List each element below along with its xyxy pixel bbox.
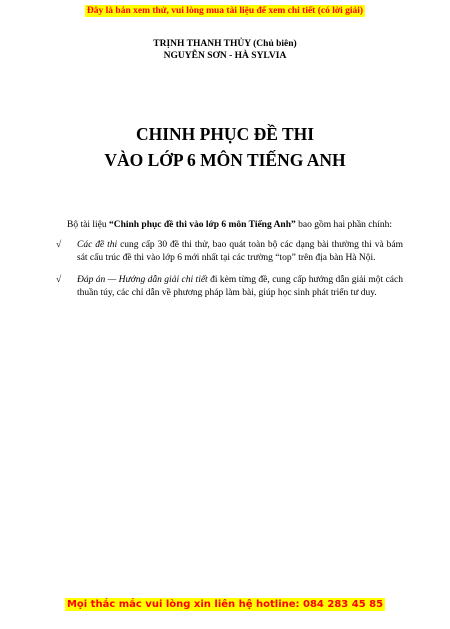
hotline-banner: Mọi thắc mắc vui lòng xin liên hệ hotline: 084 283 45 85: [66, 599, 384, 610]
author-line-editor: TRỊNH THANH THỦY (Chủ biên): [153, 39, 297, 49]
intro-paragraph: [53, 219, 403, 232]
book-title: [0, 121, 450, 173]
preview-notice-banner: Đây là bản xem thử, vui lòng mua tài liệu để xem chi tiết (có lời giải): [86, 6, 364, 16]
contents-list: [53, 239, 403, 300]
intro-book-name: “Chinh phục đề thi vào lớp 6 môn Tiếng Anh”: [108, 220, 296, 230]
check-mark-icon: √: [56, 275, 62, 285]
list-item: [53, 274, 403, 300]
author-line-coauthors: NGUYỄN SƠN - HÀ SYLVIA: [163, 51, 287, 61]
check-mark-icon: √: [56, 240, 62, 250]
bullet-label: Đáp án — Hướng dẫn giải chi tiết: [77, 275, 208, 285]
bullet-label: Các đề thi: [77, 240, 118, 250]
bullet-text: cung cấp 30 đề thi thử, bao quát toàn bộ các dạng bài thường thi và bám sát cấu trúc đề thi vào lớp 6 mới nhất tại các trường “top” trên địa bàn Hà Nội.: [77, 240, 403, 263]
title-line-1: CHINH PHỤC ĐỀ THI: [135, 124, 315, 144]
intro-prefix: Bộ tài liệu: [67, 220, 109, 230]
title-line-2: VÀO LỚP 6 MÔN TIẾNG ANH: [104, 150, 346, 170]
authors-block: [0, 38, 450, 62]
intro-section: [53, 219, 403, 309]
bullet-text: đi kèm từng đề, cung cấp hướng dẫn giải một cách thuần túy, các chỉ dẫn về phương pháp làm bài, giúp học sinh phát triển tư duy.: [77, 275, 403, 298]
list-item: [53, 239, 403, 265]
intro-suffix: bao gồm hai phần chính:: [295, 220, 393, 230]
